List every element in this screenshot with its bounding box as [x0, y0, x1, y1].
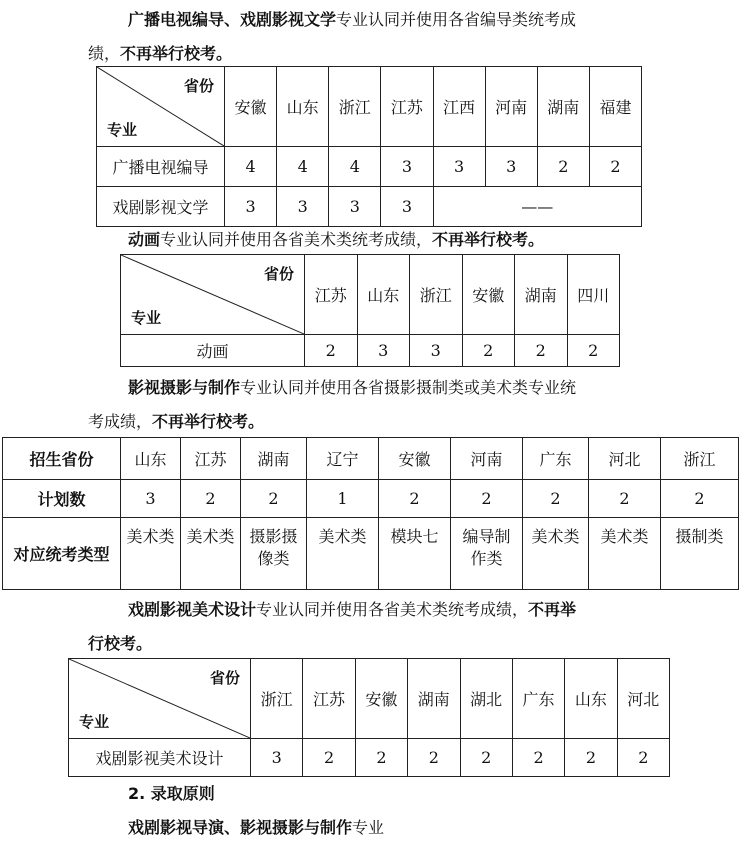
- table3-type: 模块七: [379, 518, 451, 590]
- table1-province: 河南: [485, 67, 537, 147]
- table1-major-name: 广播电视编导: [97, 147, 225, 187]
- table2-province: 江苏: [305, 255, 358, 335]
- table2-header-province: 省份: [263, 265, 294, 283]
- table4-header-province: 省份: [209, 669, 240, 687]
- table1-value: 4: [225, 147, 277, 187]
- table3-type: 编导制作类: [451, 518, 523, 590]
- table4-value: 3: [251, 739, 303, 777]
- section5-heading-text: 2. 录取原则: [128, 784, 215, 803]
- table3-plan: 2: [241, 480, 307, 518]
- table2-province: 湖南: [515, 255, 568, 335]
- table3-province: 山东: [121, 438, 181, 480]
- table3-plan: 2: [451, 480, 523, 518]
- table3-plan: 2: [661, 480, 739, 518]
- section4-line1: [128, 600, 576, 620]
- table1-major-name: 戏剧影视文学: [97, 187, 225, 227]
- table4-header-major: 专业: [79, 713, 110, 731]
- table1-header-province: 省份: [183, 77, 214, 95]
- table1-value: 3: [433, 147, 485, 187]
- section3-line2-plain: 考成绩，: [88, 412, 153, 431]
- table1-province: 湖南: [537, 67, 589, 147]
- section1-line1: [128, 10, 576, 30]
- section2-bold-end: 不再举行校考。: [432, 230, 545, 249]
- table2-province: 四川: [567, 255, 620, 335]
- table3-province: 江苏: [181, 438, 241, 480]
- table1-province: 江西: [433, 67, 485, 147]
- table1-value: 4: [329, 147, 381, 187]
- table2-value: 2: [462, 335, 515, 367]
- table3-plan: 1: [307, 480, 379, 518]
- table1-value: 3: [277, 187, 329, 227]
- section2-rest: 专业认同并使用各省美术类统考成绩，: [160, 230, 433, 249]
- section1-line2-plain: 绩，: [88, 44, 121, 63]
- table3-type: 美术类: [121, 518, 181, 590]
- table3-type: 美术类: [181, 518, 241, 590]
- table4-value: 2: [303, 739, 355, 777]
- table3-label-plan: 计划数: [3, 480, 121, 518]
- table1-value: 3: [329, 187, 381, 227]
- table3-plan: 2: [523, 480, 589, 518]
- table-cinematography: [2, 437, 739, 590]
- table1-value: 4: [277, 147, 329, 187]
- table1-value: 2: [589, 147, 641, 187]
- table4-province: 山东: [565, 659, 617, 739]
- table2-diagonal-header: [121, 255, 305, 335]
- table-broadcast-drama: [96, 66, 642, 227]
- table-row: [3, 480, 739, 518]
- table2-province: 山东: [357, 255, 410, 335]
- table1-value: 3: [381, 187, 433, 227]
- table3-province: 湖南: [241, 438, 307, 480]
- table4-value: 2: [460, 739, 512, 777]
- table4-province: 江苏: [303, 659, 355, 739]
- table1-province: 江苏: [381, 67, 433, 147]
- section1-line2-bold: 不再举行校考。: [120, 44, 233, 63]
- section4-line2: [88, 634, 152, 654]
- table3-province: 河南: [451, 438, 523, 480]
- section5-line: [128, 818, 384, 838]
- table2-province: 安徽: [462, 255, 515, 335]
- section3-line2-bold: 不再举行校考。: [152, 412, 265, 431]
- section4-line1-rest: 专业认同并使用各省美术类统考成绩，: [256, 600, 529, 619]
- table-row: [3, 518, 739, 590]
- table3-label-province: 招生省份: [3, 438, 121, 480]
- section1-major-names: 广播电视编导、戏剧影视文学: [128, 10, 337, 29]
- table-stage-art-design: [68, 658, 670, 777]
- table4-value: 2: [408, 739, 460, 777]
- section4-line1-bold: 不再举: [528, 600, 577, 619]
- table2-value: 3: [357, 335, 410, 367]
- table3-label-type: 对应统考类型: [3, 518, 121, 590]
- section1-line1-rest: 专业认同并使用各省编导类统考成: [336, 10, 577, 29]
- table4-value: 2: [617, 739, 669, 777]
- table-row: [121, 335, 620, 367]
- table3-plan: 2: [181, 480, 241, 518]
- table4-province: 河北: [617, 659, 669, 739]
- table3-plan: 2: [379, 480, 451, 518]
- section5-rest: 专业: [352, 818, 385, 837]
- table3-type: 美术类: [307, 518, 379, 590]
- table4-value: 2: [565, 739, 617, 777]
- table4-major-name: 戏剧影视美术设计: [69, 739, 251, 777]
- table4-province: 湖南: [408, 659, 460, 739]
- table3-province: 安徽: [379, 438, 451, 480]
- table-animation: [120, 254, 620, 367]
- table3-plan: 3: [121, 480, 181, 518]
- table1-header-major: 专业: [107, 121, 138, 139]
- table1-value: 3: [485, 147, 537, 187]
- table3-type: 美术类: [589, 518, 661, 590]
- table4-province: 湖北: [460, 659, 512, 739]
- section3-line2: [88, 412, 264, 432]
- table2-value: 3: [410, 335, 463, 367]
- table4-value: 2: [355, 739, 407, 777]
- table1-value: 3: [381, 147, 433, 187]
- table4-province: 广东: [512, 659, 564, 739]
- section2-line: [128, 230, 544, 250]
- section5-heading: [128, 784, 215, 804]
- table1-diagonal-header: [97, 67, 225, 147]
- table2-province: 浙江: [410, 255, 463, 335]
- table2-major-name: 动画: [121, 335, 305, 367]
- section3-major-name: 影视摄影与制作: [128, 378, 241, 397]
- table4-province: 安徽: [355, 659, 407, 739]
- table-row: [3, 438, 739, 480]
- table1-province: 山东: [277, 67, 329, 147]
- table3-type: 摄影摄像类: [241, 518, 307, 590]
- table1-value: 3: [225, 187, 277, 227]
- table1-merged-dash: ——: [433, 187, 642, 227]
- table-row: [97, 187, 642, 227]
- section3-line1: [128, 378, 576, 398]
- table2-header-major: 专业: [131, 309, 162, 327]
- table4-diagonal-header: [69, 659, 251, 739]
- section2-major-name: 动画: [128, 230, 161, 249]
- section1-line2: [88, 44, 232, 64]
- table4-province: 浙江: [251, 659, 303, 739]
- table3-province: 河北: [589, 438, 661, 480]
- table3-plan: 2: [589, 480, 661, 518]
- table1-province: 浙江: [329, 67, 381, 147]
- section3-line1-rest: 专业认同并使用各省摄影摄制类或美术类专业统: [240, 378, 577, 397]
- table-row: [69, 739, 670, 777]
- section4-major-name: 戏剧影视美术设计: [128, 600, 257, 619]
- table3-province: 辽宁: [307, 438, 379, 480]
- table2-value: 2: [305, 335, 358, 367]
- table2-value: 2: [515, 335, 568, 367]
- table3-type: 美术类: [523, 518, 589, 590]
- table3-province: 浙江: [661, 438, 739, 480]
- table3-province: 广东: [523, 438, 589, 480]
- table3-type: 摄制类: [661, 518, 739, 590]
- table2-value: 2: [567, 335, 620, 367]
- table1-province: 福建: [589, 67, 641, 147]
- section5-majors: 戏剧影视导演、影视摄影与制作: [128, 818, 353, 837]
- table4-value: 2: [512, 739, 564, 777]
- table-row: [97, 147, 642, 187]
- table1-value: 2: [537, 147, 589, 187]
- section4-line2-bold: 行校考。: [88, 634, 153, 653]
- table1-province: 安徽: [225, 67, 277, 147]
